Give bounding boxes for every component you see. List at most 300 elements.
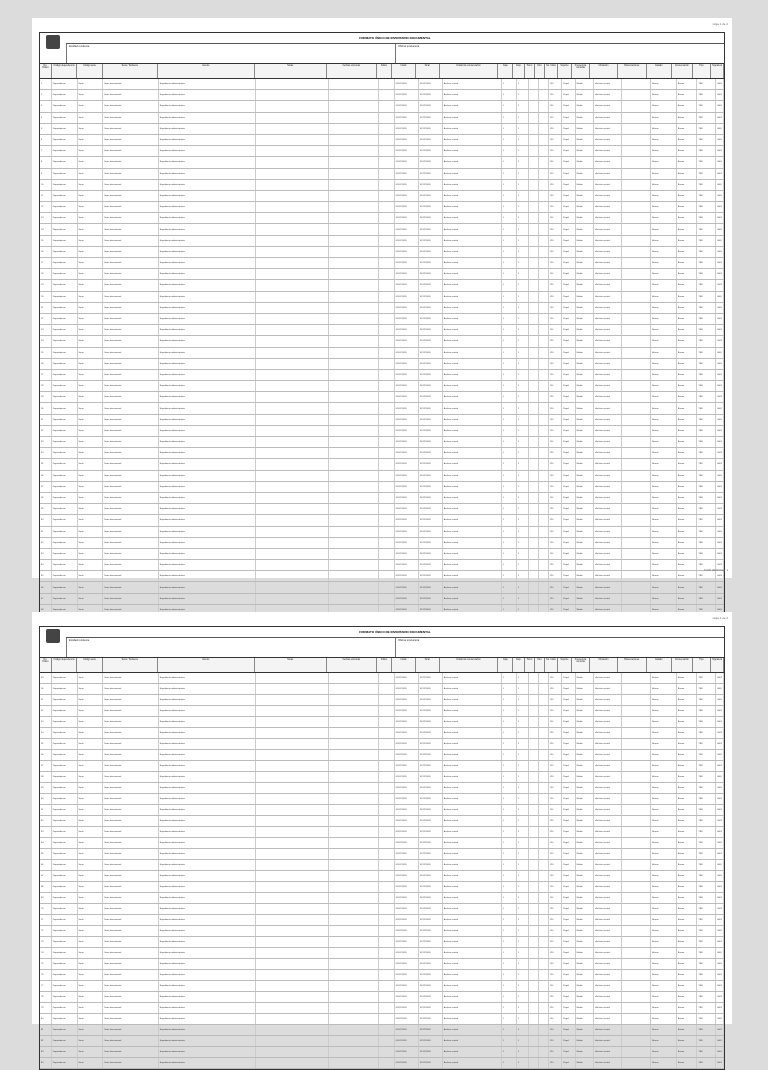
- table-cell: [329, 269, 379, 279]
- table-cell: 38: [40, 493, 52, 503]
- table-cell: [256, 1047, 329, 1057]
- table-cell: [379, 959, 394, 969]
- table-cell: Dependencia: [52, 816, 78, 826]
- table-cell: [622, 871, 651, 881]
- table-cell: 120: [549, 728, 563, 738]
- table-cell: [622, 258, 651, 268]
- table-cell: Serie documental: [103, 180, 158, 190]
- table-cell: Expediente administrativo: [159, 101, 256, 111]
- table-cell: Expediente administrativo: [159, 926, 256, 936]
- table-cell: Papel: [562, 827, 576, 837]
- table-cell: [539, 403, 549, 413]
- table-cell: [622, 213, 651, 223]
- table-row: [40, 838, 724, 849]
- table-cell: [622, 493, 651, 503]
- table-cell: 31/12/2020: [419, 838, 443, 848]
- table-cell: 01/01/2020: [395, 605, 419, 615]
- table-cell: Bueno: [651, 948, 677, 958]
- table-cell: 120: [549, 882, 563, 892]
- table-cell: 59: [40, 783, 52, 793]
- table-cell: [539, 794, 549, 804]
- table-cell: Media: [576, 135, 595, 145]
- table-cell: Bueno: [677, 673, 698, 683]
- table-cell: 0001: [716, 135, 724, 145]
- table-cell: 01/01/2020: [395, 695, 419, 705]
- table-cell: TRD: [697, 527, 716, 537]
- table-cell: Dependencia: [52, 605, 78, 615]
- table-cell: Archivo central: [594, 135, 622, 145]
- table-cell: [622, 805, 651, 815]
- table-cell: Papel: [562, 169, 576, 179]
- table-cell: Archivo central: [443, 381, 502, 391]
- table-cell: 1: [517, 224, 529, 234]
- table-cell: 120: [549, 471, 563, 481]
- table-cell: [256, 871, 329, 881]
- table-cell: [622, 560, 651, 570]
- table-cell: [539, 849, 549, 859]
- table-cell: 1: [517, 113, 529, 123]
- table-cell: Expediente administrativo: [159, 937, 256, 947]
- table-cell: 1: [502, 515, 517, 525]
- table-cell: 31/12/2020: [419, 549, 443, 559]
- table-cell: [329, 926, 379, 936]
- table-cell: Expediente administrativo: [159, 224, 256, 234]
- table-cell: Archivo central: [594, 348, 622, 358]
- table-cell: Bueno: [651, 101, 677, 111]
- table-cell: 31/12/2020: [419, 981, 443, 991]
- table-cell: 0001: [716, 1014, 724, 1024]
- table-cell: [539, 706, 549, 716]
- table-cell: Expediente administrativo: [159, 90, 256, 100]
- column-header: Final: [416, 658, 440, 672]
- table-cell: 01/01/2020: [395, 415, 419, 425]
- table-cell: Serie: [78, 146, 104, 156]
- table-cell: Bueno: [651, 1014, 677, 1024]
- table-cell: 23: [40, 325, 52, 335]
- table-cell: 1: [502, 381, 517, 391]
- table-cell: TRD: [697, 403, 716, 413]
- table-cell: 1: [517, 124, 529, 134]
- table-cell: Dependencia: [52, 180, 78, 190]
- table-cell: Archivo central: [594, 948, 622, 958]
- table-cell: 13: [40, 213, 52, 223]
- table-cell: 0001: [716, 717, 724, 727]
- table-cell: Archivo central: [594, 549, 622, 559]
- table-cell: [539, 202, 549, 212]
- table-cell: [622, 926, 651, 936]
- table-cell: 1: [502, 169, 517, 179]
- table-cell: Archivo central: [594, 292, 622, 302]
- table-cell: 120: [549, 325, 563, 335]
- table-cell: Media: [576, 448, 595, 458]
- table-cell: Bueno: [677, 448, 698, 458]
- table-cell: Dependencia: [52, 314, 78, 324]
- table-cell: [539, 1036, 549, 1046]
- table-cell: Archivo central: [443, 213, 502, 223]
- table-cell: 1: [517, 605, 529, 615]
- table-cell: 31/12/2020: [419, 560, 443, 570]
- table-cell: TRD: [697, 437, 716, 447]
- table-cell: [256, 213, 329, 223]
- table-cell: 0001: [716, 992, 724, 1002]
- table-cell: [329, 728, 379, 738]
- table-cell: 1: [517, 493, 529, 503]
- table-cell: TRD: [697, 849, 716, 859]
- table-cell: [622, 970, 651, 980]
- table-cell: Serie: [78, 482, 104, 492]
- table-cell: Media: [576, 838, 595, 848]
- table-cell: 77: [40, 981, 52, 991]
- table-cell: Archivo central: [594, 269, 622, 279]
- table-cell: 01/01/2020: [395, 838, 419, 848]
- table-cell: 1: [517, 805, 529, 815]
- table-row: [40, 370, 724, 381]
- table-cell: Serie: [78, 303, 104, 313]
- table-cell: [622, 303, 651, 313]
- table-cell: [539, 684, 549, 694]
- table-cell: 19: [40, 280, 52, 290]
- table-cell: TRD: [697, 459, 716, 469]
- column-header: Signatura: [711, 64, 724, 78]
- column-header: Frecuencia consulta: [572, 658, 591, 672]
- table-cell: 120: [549, 493, 563, 503]
- table-cell: Papel: [562, 594, 576, 604]
- table-cell: [539, 247, 549, 257]
- table-cell: Archivo central: [594, 146, 622, 156]
- table-cell: [329, 783, 379, 793]
- table-cell: [529, 926, 539, 936]
- table-cell: [379, 728, 394, 738]
- table-cell: Archivo central: [443, 571, 502, 581]
- table-cell: Media: [576, 426, 595, 436]
- table-cell: Archivo central: [443, 684, 502, 694]
- table-cell: 31/12/2020: [419, 325, 443, 335]
- table-cell: Archivo central: [443, 236, 502, 246]
- table-cell: [256, 549, 329, 559]
- table-cell: [329, 1003, 379, 1013]
- table-cell: Bueno: [677, 1058, 698, 1068]
- table-cell: [529, 582, 539, 592]
- table-cell: Bueno: [651, 392, 677, 402]
- table-cell: Serie documental: [103, 482, 158, 492]
- table-row: [40, 459, 724, 470]
- table-cell: [256, 571, 329, 581]
- table-cell: Bueno: [651, 783, 677, 793]
- table-cell: [622, 981, 651, 991]
- table-cell: [529, 370, 539, 380]
- table-cell: 1: [517, 827, 529, 837]
- table-cell: 1: [502, 794, 517, 804]
- table-cell: [539, 157, 549, 167]
- table-cell: [329, 959, 379, 969]
- table-cell: [622, 336, 651, 346]
- table-cell: Bueno: [651, 695, 677, 705]
- table-cell: Dependencia: [52, 482, 78, 492]
- table-cell: Papel: [562, 849, 576, 859]
- table-cell: [539, 482, 549, 492]
- table-cell: 0001: [716, 827, 724, 837]
- table-cell: Bueno: [677, 236, 698, 246]
- table-cell: [256, 90, 329, 100]
- table-cell: Serie documental: [103, 437, 158, 447]
- table-row: [40, 684, 724, 695]
- table-cell: Bueno: [677, 124, 698, 134]
- table-cell: 0001: [716, 392, 724, 402]
- table-row: [40, 124, 724, 135]
- table-cell: Dependencia: [52, 348, 78, 358]
- table-cell: Media: [576, 717, 595, 727]
- table-cell: Media: [576, 359, 595, 369]
- table-cell: 31/12/2020: [419, 970, 443, 980]
- table-cell: 6: [40, 135, 52, 145]
- table-cell: TRD: [697, 448, 716, 458]
- table-cell: 1: [502, 605, 517, 615]
- table-cell: [379, 202, 394, 212]
- table-cell: TRD: [697, 926, 716, 936]
- column-header: Código serie: [77, 658, 103, 672]
- table-row: [40, 392, 724, 403]
- table-row: [40, 915, 724, 926]
- table-cell: Papel: [562, 673, 576, 683]
- table-cell: Serie: [78, 258, 104, 268]
- table-cell: Archivo central: [443, 169, 502, 179]
- table-cell: Archivo central: [443, 838, 502, 848]
- table-cell: 1: [517, 582, 529, 592]
- table-cell: Bueno: [651, 314, 677, 324]
- table-cell: [379, 493, 394, 503]
- table-cell: Serie documental: [103, 135, 158, 145]
- table-cell: Serie documental: [103, 560, 158, 570]
- table-cell: 0001: [716, 314, 724, 324]
- table-cell: Archivo central: [594, 684, 622, 694]
- table-cell: Serie documental: [103, 247, 158, 257]
- table-row: [40, 538, 724, 549]
- table-cell: Archivo central: [594, 169, 622, 179]
- table-cell: Archivo central: [594, 213, 622, 223]
- table-cell: 49: [40, 673, 52, 683]
- table-cell: Archivo central: [594, 992, 622, 1002]
- table-cell: [256, 437, 329, 447]
- table-cell: 01/01/2020: [395, 336, 419, 346]
- table-cell: Bueno: [677, 571, 698, 581]
- table-cell: [256, 981, 329, 991]
- table-cell: Archivo central: [594, 728, 622, 738]
- table-cell: Serie: [78, 1014, 104, 1024]
- table-cell: Bueno: [651, 849, 677, 859]
- table-cell: 33: [40, 437, 52, 447]
- table-cell: Media: [576, 202, 595, 212]
- table-cell: TRD: [697, 673, 716, 683]
- table-cell: [622, 224, 651, 234]
- table-row: [40, 381, 724, 392]
- table-cell: Papel: [562, 1047, 576, 1057]
- table-cell: Expediente administrativo: [159, 594, 256, 604]
- table-cell: Archivo central: [443, 959, 502, 969]
- table-cell: 31: [40, 415, 52, 425]
- table-row: [40, 236, 724, 247]
- table-cell: Archivo central: [594, 805, 622, 815]
- table-cell: Media: [576, 673, 595, 683]
- table-cell: Serie documental: [103, 684, 158, 694]
- table-cell: [329, 482, 379, 492]
- table-cell: Bueno: [677, 882, 698, 892]
- table-cell: 120: [549, 392, 563, 402]
- table-cell: TRD: [697, 258, 716, 268]
- table-cell: TRD: [697, 79, 716, 89]
- table-cell: [539, 213, 549, 223]
- table-cell: 0001: [716, 403, 724, 413]
- table-cell: Expediente administrativo: [159, 871, 256, 881]
- table-cell: [529, 827, 539, 837]
- table-cell: Dependencia: [52, 157, 78, 167]
- table-cell: 47: [40, 594, 52, 604]
- table-cell: [329, 849, 379, 859]
- table-cell: 40: [40, 515, 52, 525]
- table-cell: 0001: [716, 1058, 724, 1068]
- table-cell: Media: [576, 695, 595, 705]
- table-cell: 0001: [716, 549, 724, 559]
- table-cell: Media: [576, 904, 595, 914]
- table-cell: 1: [517, 482, 529, 492]
- table-cell: 31/12/2020: [419, 739, 443, 749]
- table-cell: 31/12/2020: [419, 348, 443, 358]
- table-cell: 32: [40, 426, 52, 436]
- table-row: [40, 135, 724, 146]
- table-cell: Bueno: [651, 493, 677, 503]
- table-cell: 1: [517, 794, 529, 804]
- table-cell: Archivo central: [594, 695, 622, 705]
- table-cell: Dependencia: [52, 213, 78, 223]
- table-cell: Serie: [78, 571, 104, 581]
- table-cell: 120: [549, 236, 563, 246]
- table-cell: Bueno: [651, 482, 677, 492]
- table-cell: [379, 180, 394, 190]
- table-cell: Serie documental: [103, 325, 158, 335]
- table-cell: Serie: [78, 959, 104, 969]
- table-cell: Media: [576, 794, 595, 804]
- table-cell: [622, 816, 651, 826]
- table-cell: Papel: [562, 706, 576, 716]
- table-cell: Serie documental: [103, 970, 158, 980]
- table-cell: 0001: [716, 504, 724, 514]
- table-cell: 70: [40, 904, 52, 914]
- table-cell: Dependencia: [52, 571, 78, 581]
- table-cell: [329, 325, 379, 335]
- table-cell: [256, 560, 329, 570]
- table-cell: 31/12/2020: [419, 538, 443, 548]
- table-cell: [379, 448, 394, 458]
- table-cell: [622, 90, 651, 100]
- table-cell: Dependencia: [52, 292, 78, 302]
- table-cell: Archivo central: [594, 1014, 622, 1024]
- table-cell: 120: [549, 838, 563, 848]
- table-cell: Bueno: [651, 571, 677, 581]
- table-row: [40, 882, 724, 893]
- table-cell: [539, 673, 549, 683]
- table-cell: 0001: [716, 728, 724, 738]
- table-cell: 31/12/2020: [419, 314, 443, 324]
- table-cell: [329, 684, 379, 694]
- table-cell: Serie: [78, 1025, 104, 1035]
- table-cell: Expediente administrativo: [159, 437, 256, 447]
- table-cell: TRD: [697, 594, 716, 604]
- table-cell: Bueno: [651, 761, 677, 771]
- table-cell: Dependencia: [52, 1036, 78, 1046]
- table-cell: Archivo central: [443, 370, 502, 380]
- table-cell: 01/01/2020: [395, 684, 419, 694]
- table-cell: [529, 594, 539, 604]
- table-cell: Expediente administrativo: [159, 482, 256, 492]
- table-cell: Papel: [562, 79, 576, 89]
- table-cell: Archivo central: [443, 849, 502, 859]
- table-cell: Expediente administrativo: [159, 213, 256, 223]
- table-cell: Serie documental: [103, 1047, 158, 1057]
- table-cell: Archivo central: [443, 392, 502, 402]
- table-cell: Archivo central: [443, 459, 502, 469]
- table-cell: Bueno: [677, 303, 698, 313]
- table-cell: [329, 415, 379, 425]
- table-cell: 27: [40, 370, 52, 380]
- table-cell: [329, 1036, 379, 1046]
- table-cell: 1: [517, 359, 529, 369]
- table-cell: 1: [502, 750, 517, 760]
- table-cell: Archivo central: [594, 915, 622, 925]
- table-cell: [622, 392, 651, 402]
- table-cell: 1: [517, 426, 529, 436]
- table-cell: Papel: [562, 280, 576, 290]
- table-cell: 0001: [716, 1036, 724, 1046]
- table-cell: [539, 504, 549, 514]
- table-cell: Serie: [78, 1036, 104, 1046]
- table-cell: Serie documental: [103, 336, 158, 346]
- table-cell: 0001: [716, 459, 724, 469]
- table-cell: 1: [517, 258, 529, 268]
- table-cell: Expediente administrativo: [159, 303, 256, 313]
- table-cell: [622, 448, 651, 458]
- table-cell: [622, 772, 651, 782]
- table-cell: 1: [502, 437, 517, 447]
- table-cell: TRD: [697, 560, 716, 570]
- table-cell: [379, 1058, 394, 1068]
- table-cell: Serie documental: [103, 816, 158, 826]
- table-cell: Bueno: [677, 706, 698, 716]
- table-cell: 01/01/2020: [395, 359, 419, 369]
- table-cell: [529, 695, 539, 705]
- table-row: [40, 594, 724, 605]
- table-cell: Archivo central: [594, 392, 622, 402]
- table-cell: Bueno: [677, 783, 698, 793]
- table-cell: 120: [549, 157, 563, 167]
- table-cell: [256, 415, 329, 425]
- table-cell: Serie: [78, 202, 104, 212]
- table-cell: [379, 336, 394, 346]
- table-cell: 120: [549, 706, 563, 716]
- table-cell: Serie: [78, 992, 104, 1002]
- table-cell: Archivo central: [443, 415, 502, 425]
- table-cell: Dependencia: [52, 582, 78, 592]
- table-cell: [379, 292, 394, 302]
- table-cell: [539, 1047, 549, 1057]
- table-cell: 17: [40, 258, 52, 268]
- table-cell: 35: [40, 459, 52, 469]
- table-cell: Archivo central: [594, 415, 622, 425]
- table-cell: [529, 783, 539, 793]
- table-cell: [256, 493, 329, 503]
- column-header: Otro: [535, 658, 545, 672]
- table-cell: [256, 582, 329, 592]
- table-cell: [529, 893, 539, 903]
- table-cell: Expediente administrativo: [159, 459, 256, 469]
